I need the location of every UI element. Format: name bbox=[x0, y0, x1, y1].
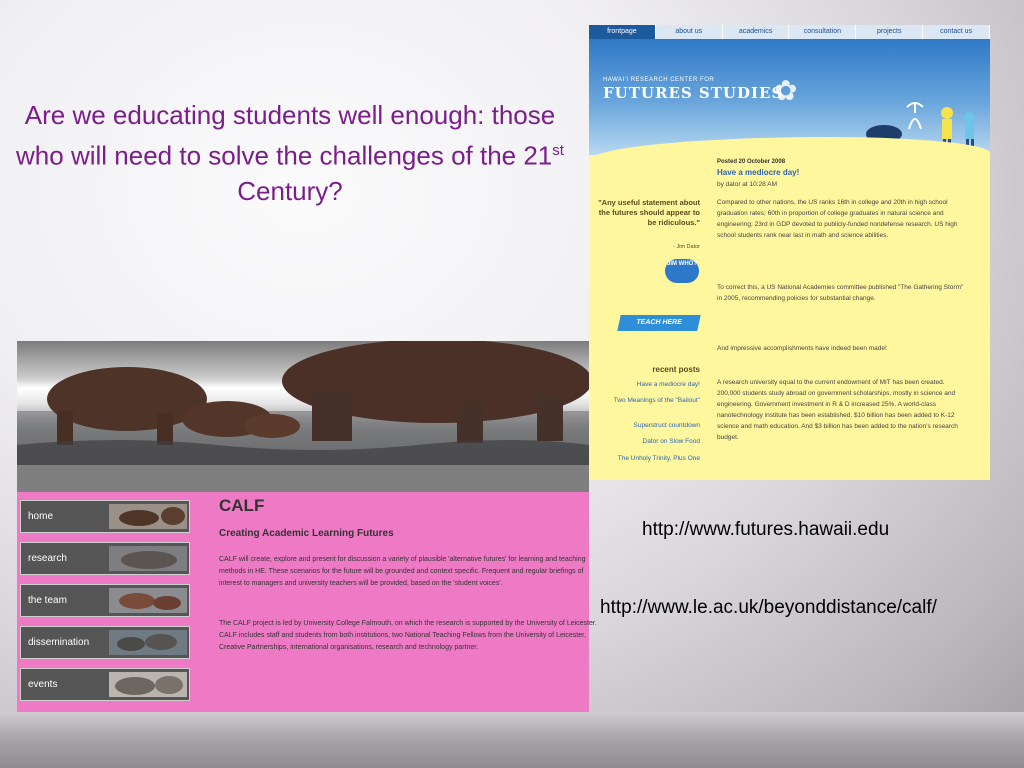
quote-author: - Jim Dator bbox=[673, 244, 700, 250]
calf-nav-events[interactable] bbox=[20, 668, 190, 701]
calf-subtitle: Creating Academic Learning Futures bbox=[219, 528, 394, 539]
nav-about-us[interactable]: about us bbox=[656, 25, 723, 39]
post-paragraph: To correct this, a US National Academies committee published "The Gathering Storm" in 2005, recommending policies for substantial change. bbox=[717, 284, 964, 302]
nav-academics[interactable]: academics bbox=[723, 25, 790, 39]
calf-nav-research[interactable] bbox=[20, 542, 190, 575]
slide-title: Are we educating students well enough: those who will need to solve the challenges of the 21st Century? bbox=[16, 100, 564, 206]
calf-nav-the-team[interactable] bbox=[20, 584, 190, 617]
hawaii-banner bbox=[589, 39, 990, 155]
hippo-thumbnail bbox=[109, 588, 187, 613]
calf-nav-dissemination[interactable] bbox=[20, 626, 190, 659]
hibiscus-icon: ✿ bbox=[774, 75, 798, 106]
post-date: Posted 20 October 2008 bbox=[717, 159, 786, 165]
photo-divider bbox=[17, 465, 589, 492]
post-paragraph: A research university equal to the current endowment of MIT has been created. 200,000 students study abroad on government scholarships, mostly in science and engineering. Government investment in R & D increased 25%. A world-class nanotechnology institute has been established. $10 billion has been added to K-12 science and math education. And $3 billion has been added to the nation's research budget. bbox=[717, 379, 958, 441]
recent-post-link[interactable]: Dator on Slow Food bbox=[642, 438, 700, 445]
jim-who-badge[interactable]: JIM WHO? bbox=[665, 259, 699, 283]
calf-site-screenshot bbox=[17, 492, 589, 712]
recent-post-link[interactable]: Have a mediocre day! bbox=[636, 381, 700, 388]
hawaii-url-link[interactable]: http://www.futures.hawaii.edu bbox=[642, 519, 890, 540]
nav-frontpage[interactable]: frontpage bbox=[589, 25, 656, 39]
hippo-thumbnail bbox=[109, 546, 187, 571]
post-paragraph: Compared to other nations, the US ranks 16th in college and 20th in high school graduation rates; 60th in proportion of college graduates in natural science and engineering; 23rd in GDP devoted to publicly-funded nondefense research. US high school students rank near last in math and science abilities. bbox=[717, 199, 958, 239]
nav-consultation[interactable]: consultation bbox=[789, 25, 856, 39]
recent-post-link[interactable]: Two Meanings of the "Bailout" bbox=[613, 397, 700, 404]
banner-kicker: HAWAI'I RESEARCH CENTER FOR bbox=[603, 77, 715, 83]
recent-posts-heading: recent posts bbox=[652, 365, 700, 374]
calf-nav-label: events bbox=[28, 679, 58, 690]
slide-bottom-band bbox=[0, 712, 1024, 768]
post-paragraph: And impressive accomplishments have indeed been made! bbox=[717, 345, 887, 352]
teach-here-badge[interactable]: TEACH HERE bbox=[617, 315, 700, 331]
hawaii-nav bbox=[589, 25, 990, 39]
recent-post-link[interactable]: Superstruct countdown bbox=[633, 422, 700, 429]
nav-contact-us[interactable]: contact us bbox=[923, 25, 990, 39]
post-byline: by dator at 10:28 AM bbox=[717, 181, 777, 188]
hippo-thumbnail bbox=[109, 672, 187, 697]
hippo-illustration bbox=[17, 341, 589, 465]
calf-nav-label: the team bbox=[28, 595, 67, 606]
calf-paragraph: CALF will create, explore and present for discussion a variety of plausible 'alternative futures' for learning and teaching methods in HE. These scenarios for the future will be grounded and context specific. Frequent and regular briefings of interest to managers and university teachers will be provided, based on the 'student voices'. bbox=[219, 556, 586, 587]
sidebar-quote: "Any useful statement about the futures should appear to be ridiculous." bbox=[598, 198, 700, 227]
nav-projects[interactable]: projects bbox=[856, 25, 923, 39]
banner-title: FUTURES STUDIES bbox=[603, 84, 784, 102]
hippo-thumbnail bbox=[109, 630, 187, 655]
hippo-photo bbox=[17, 341, 589, 465]
hawaii-futures-screenshot bbox=[589, 25, 990, 480]
calf-nav-label: dissemination bbox=[28, 637, 90, 648]
post-title[interactable]: Have a mediocre day! bbox=[717, 168, 800, 177]
recent-post-link[interactable]: The Unholy Trinity, Plus One bbox=[617, 455, 700, 462]
calf-nav-label: home bbox=[28, 511, 54, 522]
calf-url-link[interactable]: http://www.le.ac.uk/beyonddistance/calf/ bbox=[600, 597, 937, 618]
hippo-thumbnail bbox=[109, 504, 187, 529]
calf-title: CALF bbox=[219, 496, 265, 515]
calf-paragraph: The CALF project is led by University College Falmouth, on which the research is supported by the University of Leicester. CALF includes staff and students from both institutions, two National Teaching Fellows from the University of Leicester, Creative Partnerships, international organisations, research and technology partner. bbox=[219, 620, 597, 651]
calf-nav-home[interactable] bbox=[20, 500, 190, 533]
calf-nav-label: research bbox=[28, 553, 67, 564]
